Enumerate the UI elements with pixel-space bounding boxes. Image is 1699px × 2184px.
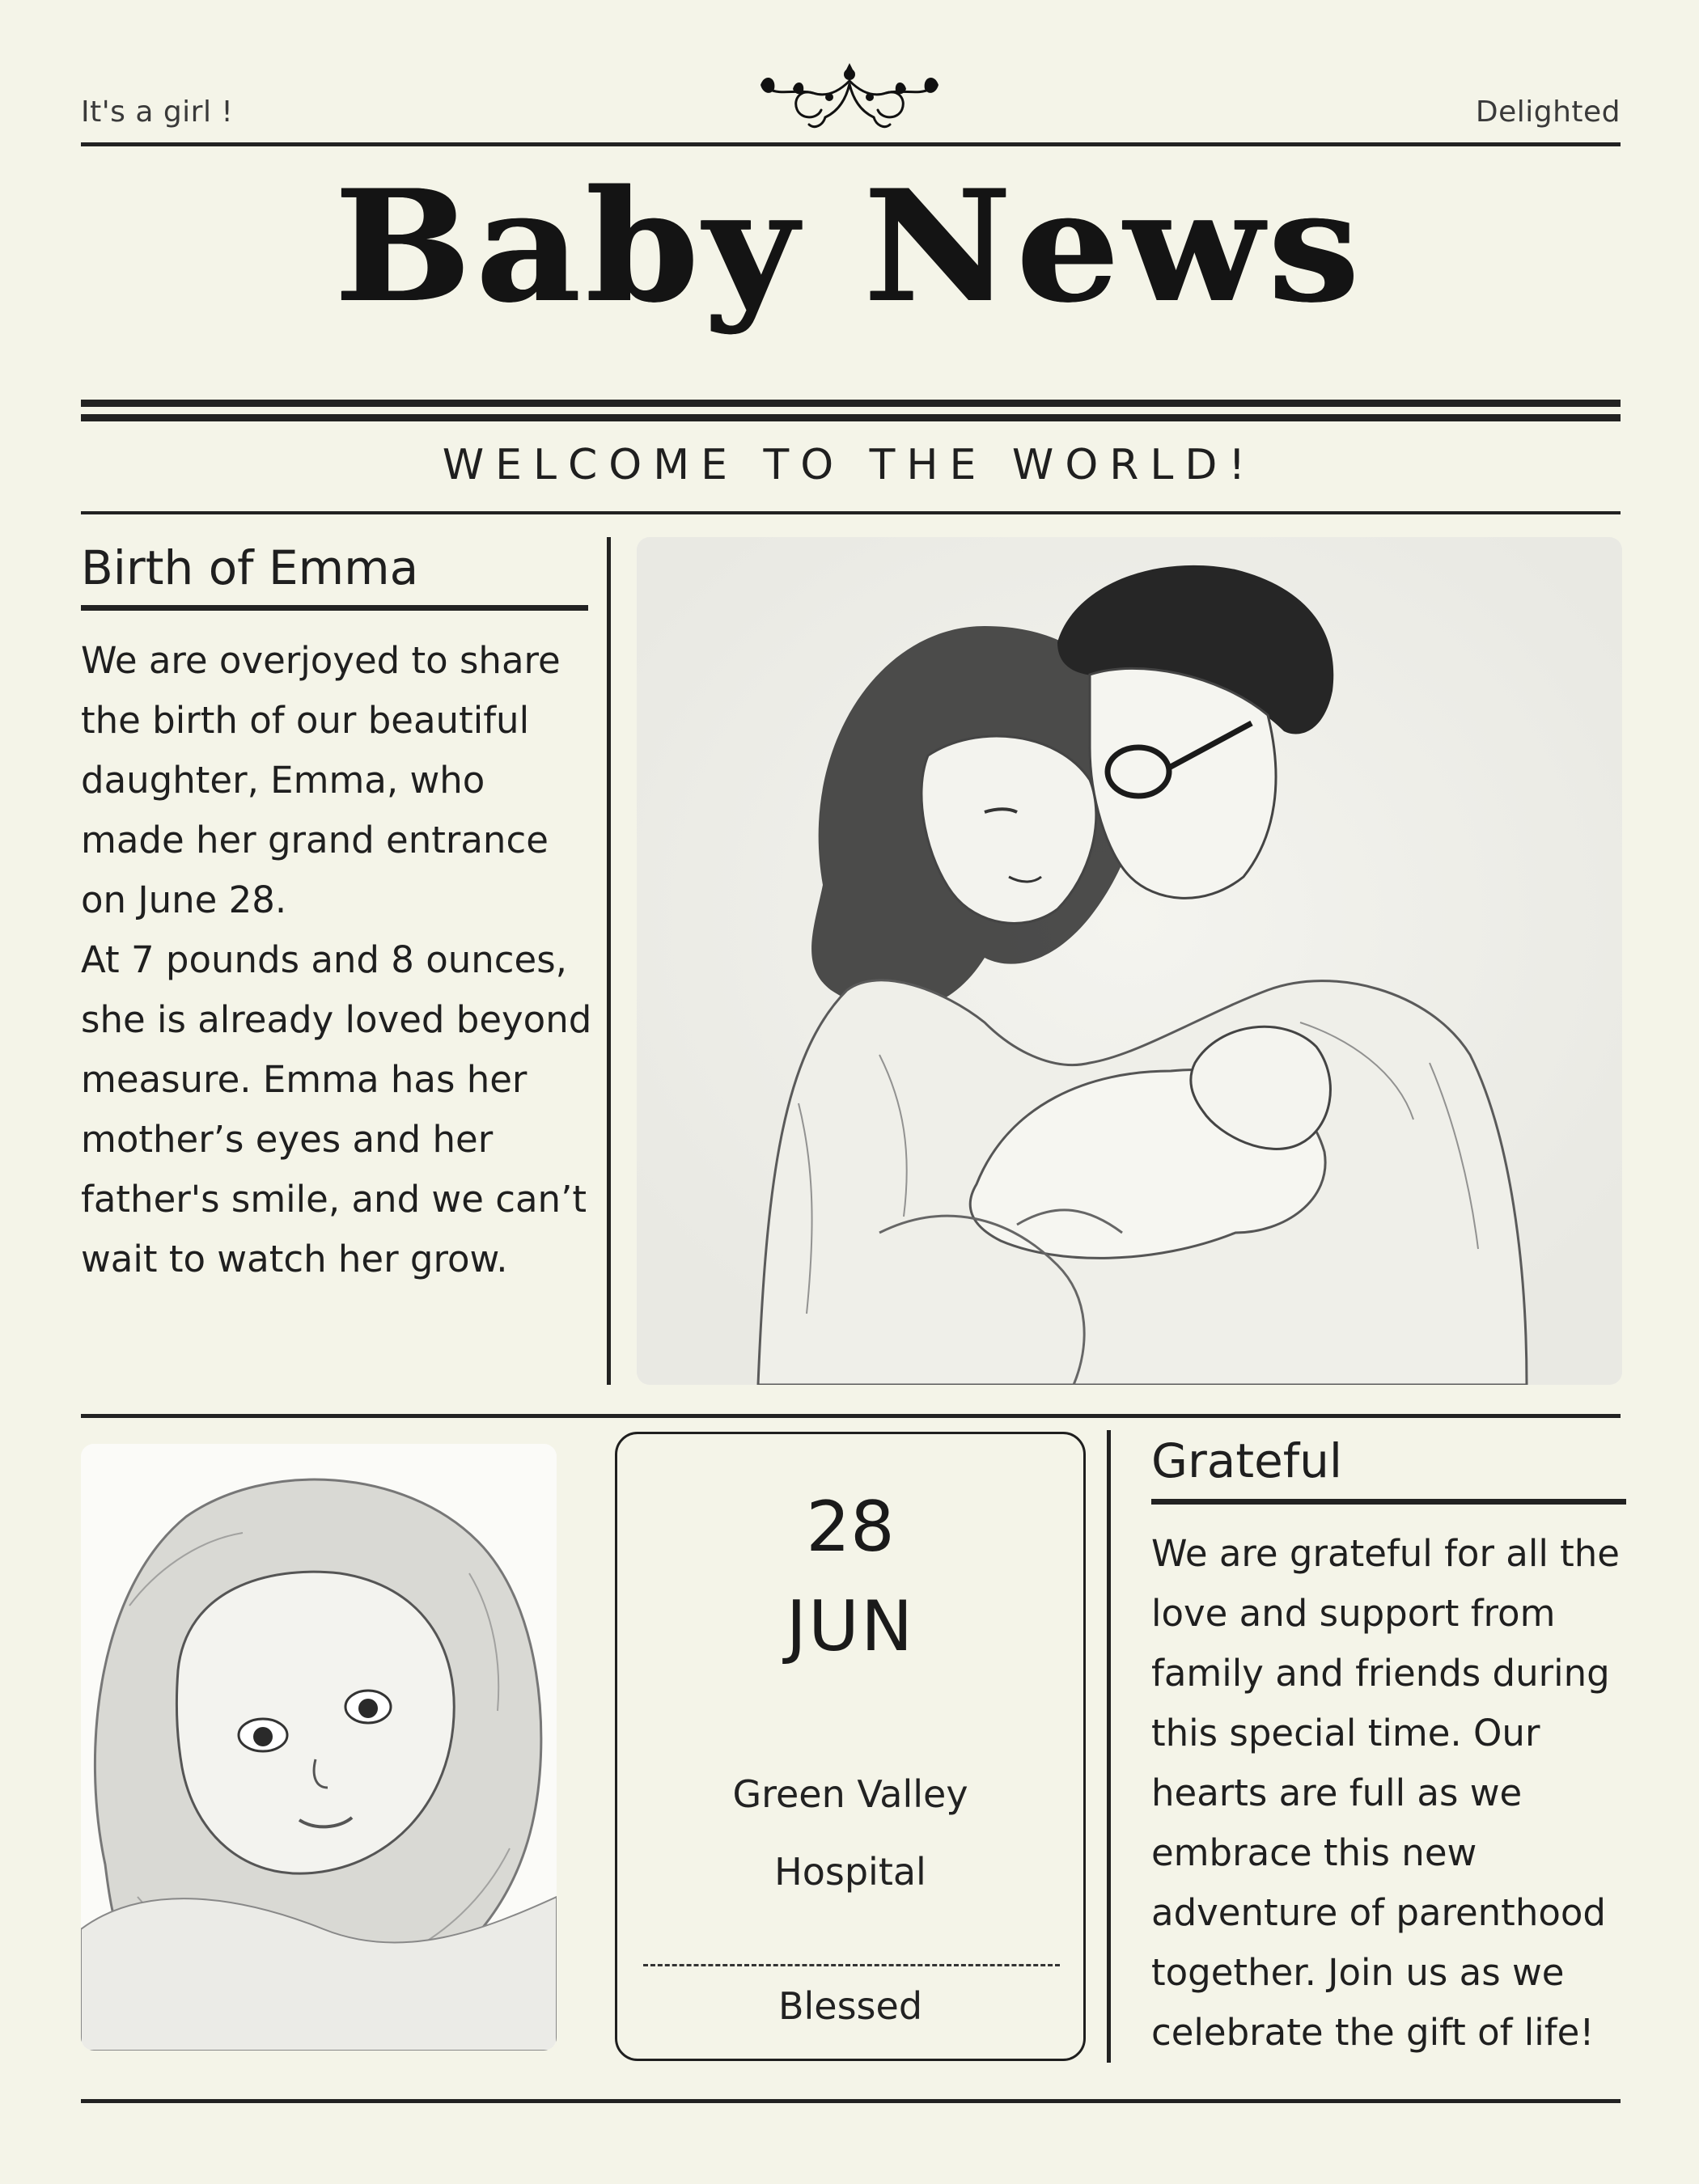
grateful-line: embrace this new xyxy=(1151,1831,1477,1874)
date-card-divider xyxy=(643,1964,1060,1966)
header-rule xyxy=(81,142,1621,146)
grateful-line: love and support from xyxy=(1151,1592,1556,1635)
location-line-2: Hospital xyxy=(774,1850,926,1894)
grateful-line: together. Join us as we xyxy=(1151,1951,1565,1994)
grateful-line: We are grateful for all the xyxy=(1151,1532,1620,1575)
grateful-line: celebrate the gift of life! xyxy=(1151,2011,1595,2054)
birth-story-line: the birth of our beautiful xyxy=(81,699,530,742)
welcome-subtitle: WELCOME TO THE WORLD! xyxy=(442,441,1257,489)
birth-story-line: she is already loved beyond xyxy=(81,998,592,1041)
column-divider-bottom xyxy=(1107,1430,1111,2063)
family-sketch-image xyxy=(637,537,1622,1385)
middle-rule xyxy=(81,1414,1621,1418)
date-month: JUN xyxy=(786,1586,915,1667)
birth-story-line: made her grand entrance xyxy=(81,819,549,861)
grateful-line: family and friends during xyxy=(1151,1652,1610,1695)
footer-rule xyxy=(81,2099,1621,2103)
date-card-footer: Blessed xyxy=(777,1984,923,2028)
birth-story-title-rule xyxy=(81,605,588,611)
grateful-line: hearts are full as we xyxy=(1151,1771,1523,1814)
birth-story-line: father's smile, and we can’t xyxy=(81,1178,587,1221)
date-card xyxy=(615,1432,1086,2061)
column-divider-top xyxy=(607,537,611,1385)
header-right-text: Delighted xyxy=(1475,95,1621,129)
header-left-text: It's a girl ! xyxy=(81,95,234,129)
grateful-line: adventure of parenthood xyxy=(1151,1891,1606,1934)
birth-story-line: mother’s eyes and her xyxy=(81,1118,494,1161)
birth-story-line: on June 28. xyxy=(81,878,287,921)
grateful-title: Grateful xyxy=(1151,1433,1343,1488)
location-line-1: Green Valley xyxy=(732,1772,968,1816)
grateful-body xyxy=(1151,1524,1637,2063)
grateful-title-rule xyxy=(1151,1499,1626,1505)
birth-story-line: daughter, Emma, who xyxy=(81,759,485,802)
birth-story-line: measure. Emma has her xyxy=(81,1058,527,1101)
birth-story-line: wait to watch her grow. xyxy=(81,1238,508,1280)
masthead-rule-bottom xyxy=(81,414,1621,421)
birth-story-title: Birth of Emma xyxy=(81,540,419,595)
baby-sketch-image xyxy=(81,1444,557,2051)
floral-ornament-icon xyxy=(748,57,951,138)
masthead-title: Baby News xyxy=(334,156,1365,336)
masthead-rule-top xyxy=(81,400,1621,407)
birth-story-line: At 7 pounds and 8 ounces, xyxy=(81,938,567,981)
grateful-line: this special time. Our xyxy=(1151,1712,1540,1754)
birth-story-body xyxy=(81,631,599,1289)
subtitle-rule xyxy=(81,511,1621,514)
birth-story-line: We are overjoyed to share xyxy=(81,639,561,682)
date-day: 28 xyxy=(806,1487,895,1568)
